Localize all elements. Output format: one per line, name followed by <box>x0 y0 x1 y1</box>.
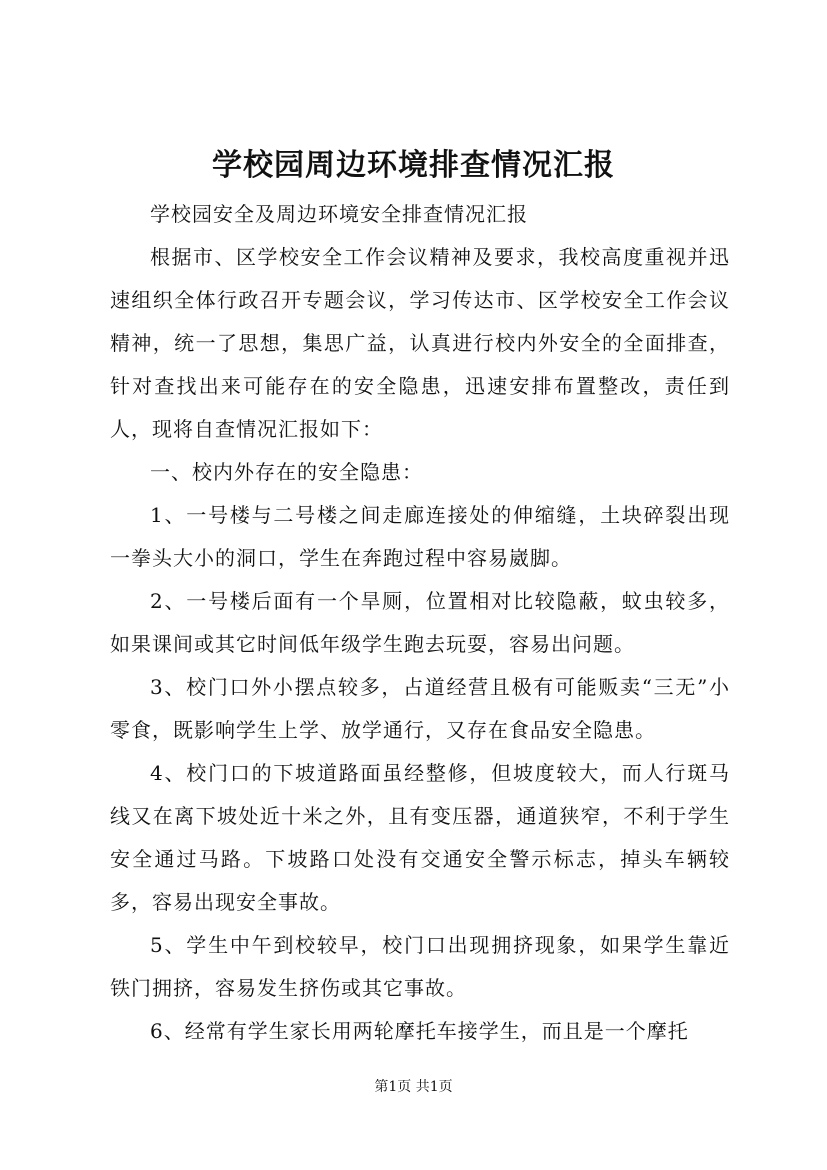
paragraph-item-6: 6、经常有学生家长用两轮摩托车接学生，而且是一个摩托 <box>150 1019 689 1043</box>
page-footer: 第1页 共1页 <box>374 1079 453 1095</box>
paragraph-item-5: 5、学生中午到校较早，校门口出现拥挤现象，如果学生靠近铁门拥挤，容易发生挤伤或其它事故。 <box>110 933 730 1000</box>
paragraph-item-2: 2、一号楼后面有一个旱厕，位置相对比较隐蔽，蚊虫较多，如果课间或其它时间低年级学生跑去玩耍，容易出问题。 <box>110 589 730 656</box>
paragraph-subtitle: 学校园安全及周边环境安全排查情况汇报 <box>150 202 528 226</box>
paragraph-intro: 根据市、区学校安全工作会议精神及要求，我校高度重视并迅速组织全体行政召开专题会议，学习传达市、区学校安全工作会议精神，统一了思想，集思广益，认真进行校内外安全的全面排查，针对查找出来可能存在的安全隐患，迅速安排布置整改，责任到人，现将自查情况汇报如下： <box>110 245 730 441</box>
paragraph-item-1: 1、一号楼与二号楼之间走廊连接处的伸缩缝，土块碎裂出现一拳头大小的洞口，学生在奔跑过程中容易崴脚。 <box>110 503 730 570</box>
paragraph-item-4: 4、校门口的下坡道路面虽经整修，但坡度较大，而人行斑马线又在离下坡处近十米之外，且有变压器，通道狭窄，不利于学生安全通过马路。下坡路口处没有交通安全警示标志，掉头车辆较多，容易出现安全事故。 <box>110 761 730 914</box>
paragraph-section-heading: 一、校内外存在的安全隐患： <box>150 460 423 484</box>
paragraph-item-3: 3、校门口外小摆点较多，占道经营且极有可能贩卖“三无”小零食，既影响学生上学、放学通行，又存在食品安全隐患。 <box>110 675 730 742</box>
document-body <box>110 193 730 1053</box>
document-title: 学校园周边环境排查情况汇报 <box>212 148 615 183</box>
